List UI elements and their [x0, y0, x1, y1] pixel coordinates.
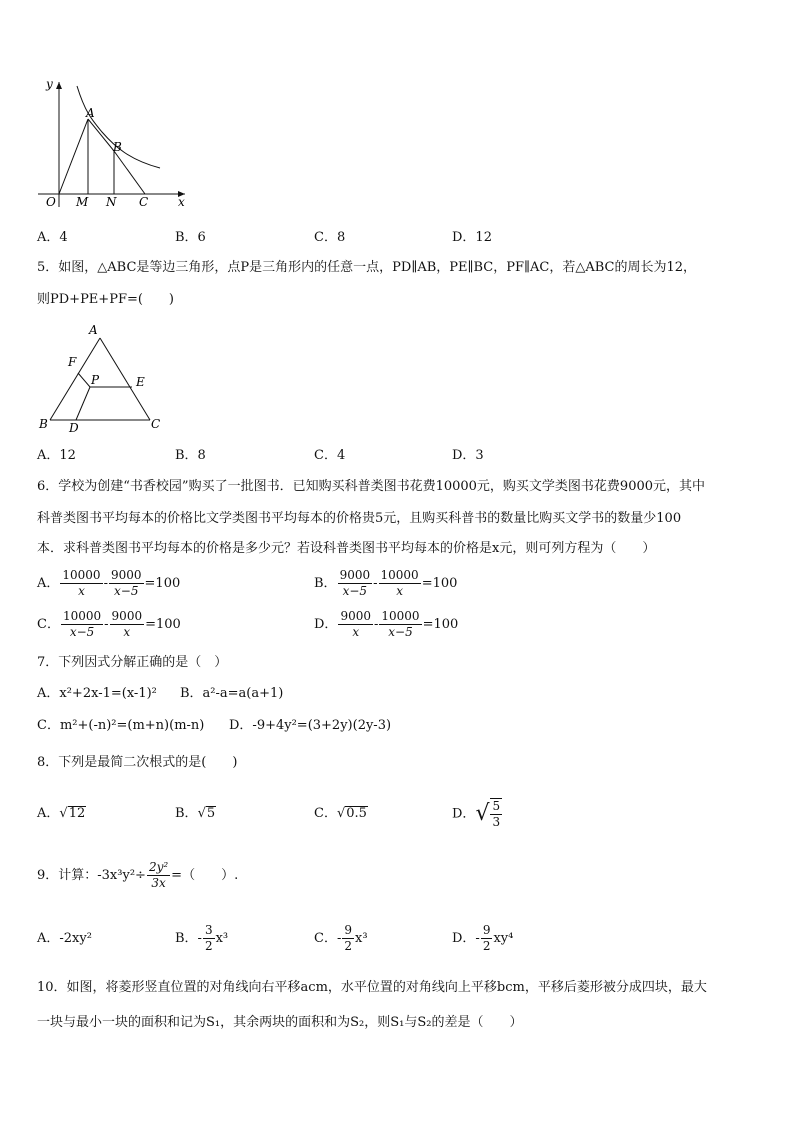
q4-option-d: D．12	[452, 230, 492, 245]
q6-option-b: B． $\frac{9000}{x-5}$ - $\frac{10000}{x}$ =100	[314, 568, 458, 598]
q5-option-a: A．12	[37, 448, 76, 463]
q7-stem: 7．下列因式分解正确的是（ ）	[37, 655, 228, 670]
q4-graph	[30, 72, 200, 212]
q5-option-c: C．4	[314, 448, 346, 463]
q7-option-d: D．-9+4y²=(3+2y)(2y-3)	[229, 718, 392, 733]
q6-stem-line1: 6．学校为创建“书香校园”购买了一批图书．已知购买科普类图书花费10000元，购买文学类图书花费9000元，其中	[37, 479, 706, 494]
q8-option-d: D．√ $\frac{5}{3}$	[452, 799, 501, 829]
q10-stem-line2: 一块与最小一块的面积和记为S₁，其余两块的面积和为S₂，则S₁与S₂的差是（ ）	[37, 1015, 523, 1030]
q7-option-a: A．x²+2x-1=(x-1)²	[37, 686, 157, 701]
point-b-label: B	[113, 140, 122, 154]
q9-option-d: D．- $\frac{9}{2}$ xy⁴	[452, 923, 514, 953]
q6-option-c: C． $\frac{10000}{x-5}$ - $\frac{9000}{x}$ =100	[37, 609, 181, 639]
q6-option-a: A． $\frac{10000}{x}$ - $\frac{9000}{x-5}$ =100	[37, 568, 181, 598]
point-a-label: A	[86, 106, 95, 120]
fig-label-d: D	[69, 421, 79, 435]
q7-option-c: C．m²+(-n)²=(m+n)(m-n)	[37, 718, 205, 733]
q5-triangle-figure	[35, 320, 170, 435]
fig-label-p: P	[91, 373, 100, 387]
q9-option-a: A．-2xy²	[37, 931, 92, 946]
q7-option-b: B．a²-a=a(a+1)	[180, 686, 284, 701]
q9-option-b: B．- $\frac{3}{2}$ x³	[175, 923, 229, 953]
point-m-label: M	[76, 195, 89, 209]
q4-option-a: A．4	[37, 230, 68, 245]
point-n-label: N	[106, 195, 117, 209]
y-axis-label: y	[46, 77, 53, 91]
origin-label: O	[46, 195, 56, 209]
q6-option-d: D． $\frac{9000}{x}$ - $\frac{10000}{x-5}$ =100	[314, 609, 459, 639]
fig-label-c: C	[151, 417, 161, 431]
q6-stem-line3: 本．求科普类图书平均每本的价格是多少元？若设科普类图书平均每本的价格是x元，则可列方程为（ ）	[37, 541, 656, 556]
fig-label-e: E	[136, 375, 145, 389]
fig-label-a: A	[89, 323, 98, 337]
fig-label-f: F	[68, 355, 77, 369]
q8-option-a: A．√12	[37, 806, 86, 821]
q8-stem: 8．下列是最简二次根式的是( )	[37, 755, 238, 770]
q5-stem-line2: 则PD+PE+PF=( )	[37, 292, 174, 307]
q5-option-d: D．3	[452, 448, 484, 463]
q5-option-b: B．8	[175, 448, 206, 463]
q9-option-c: C．- $\frac{9}{2}$ x³	[314, 923, 368, 953]
point-c-label: C	[139, 195, 149, 209]
fig-label-b: B	[39, 417, 48, 431]
q8-option-b: B．√5	[175, 806, 216, 821]
q6-stem-line2: 科普类图书平均每本的价格比文学类图书平均每本的价格贵5元，且购买科普书的数量比购买文学书的数量少100	[37, 511, 682, 526]
q9-stem: 9．计算：-3x³y²÷ $\frac{\text{2y²}}{3x}$ =（ ）.	[37, 860, 239, 890]
q8-option-c: C．√0.5	[314, 806, 367, 821]
x-axis-label: x	[178, 195, 185, 209]
q4-option-c: C．8	[314, 230, 346, 245]
q5-stem-line1: 5．如图，△ABC是等边三角形，点P是三角形内的任意一点，PD∥AB，PE∥BC，PF∥AC，若△ABC的周长为12，	[37, 260, 697, 275]
q10-stem-line1: 10．如图，将菱形竖直位置的对角线向右平移acm，水平位置的对角线向上平移bcm，平移后菱形被分成四块，最大	[37, 980, 707, 995]
q4-option-b: B．6	[175, 230, 206, 245]
